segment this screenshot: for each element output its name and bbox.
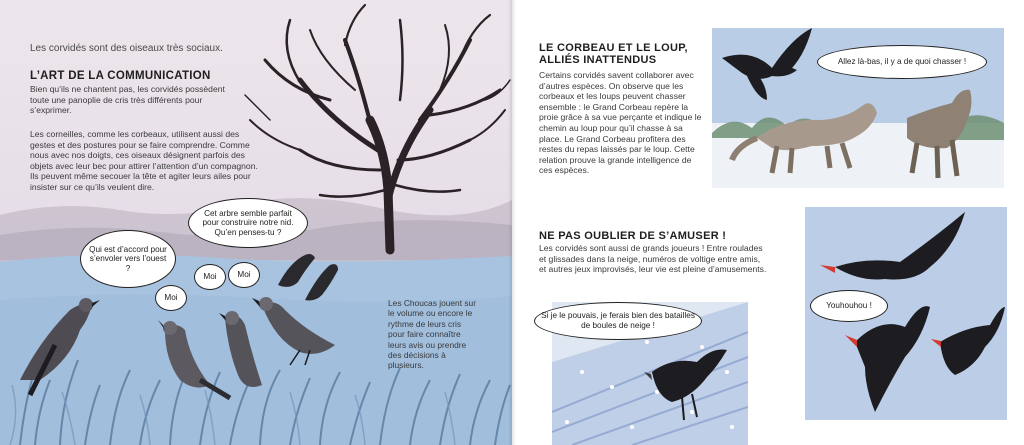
corbeau-paragraph: Certains corvidés savent collaborer avec d’autres espèces. On observe que les corbeaux et les loups peuvent chasser ensemble : le Grand Corbeau repère la proie grâce à sa vue perçante et indique le chemin au loup pour qu’il chasse à sa place. Le Grand Corbeau profitera des restes du repas laissés par le loup. Cette relation prouve la grande intelligence de ces espèces. (539, 70, 702, 176)
corbeau-title: LE CORBEAU ET LE LOUP, ALLIÉS INATTENDUS (539, 42, 688, 66)
speech-bubble-chasser: Allez là-bas, il y a de quoi chasser ! (817, 45, 987, 79)
intro-text: Les corvidés sont des oiseaux très sociaux. (30, 43, 223, 54)
choucas-text: Les Choucas jouent sur le volume ou encore le rythme de leurs cris pour faire connaître leurs avis ou prendre des décisions à plusieurs. (388, 298, 476, 371)
amuser-title: NE PAS OUBLIER DE S’AMUSER ! (539, 230, 727, 242)
communication-paragraph-1: Bien qu’ils ne chantent pas, les corvidés possèdent toute une panoplie de cris très différents pour s’exprimer. (30, 84, 225, 116)
book-gutter (508, 0, 516, 445)
communication-title: L’ART DE LA COMMUNICATION (30, 70, 211, 82)
communication-paragraph-2: Les corneilles, comme les corbeaux, utilisent aussi des gestes et des postures pour se faire comprendre. Comme nous avec nos doigts, ces oiseaux désignent parfois des objets avec leur bec pour attirer l’attention d’un compagnon. Ils peuvent même secouer la tête et agiter leurs ailes pour insister sur ce qu’ils veulent dire. (30, 129, 258, 192)
right-page (512, 0, 1024, 445)
speech-bubble-moi-2: Moi (194, 264, 226, 290)
speech-bubble-moi-3: Moi (228, 262, 260, 288)
speech-bubble-moi-1: Moi (155, 285, 187, 311)
speech-bubble-arbre: Cet arbre semble parfait pour construire notre nid. Qu’en penses-tu ? (188, 198, 308, 248)
amuser-paragraph: Les corvidés sont aussi de grands joueurs ! Entre roulades et glissades dans la neige, numéros de voltige entre amis, et autres jeux improvisés, leur vie est pleine d’amusements. (539, 243, 767, 275)
speech-bubble-neige: Si je le pouvais, je ferais bien des batailles de boules de neige ! (534, 302, 702, 340)
speech-bubble-accord: Qui est d’accord pour s’envoler vers l’ouest ? (80, 230, 176, 288)
speech-bubble-youhou: Youhouhou ! (810, 290, 888, 322)
